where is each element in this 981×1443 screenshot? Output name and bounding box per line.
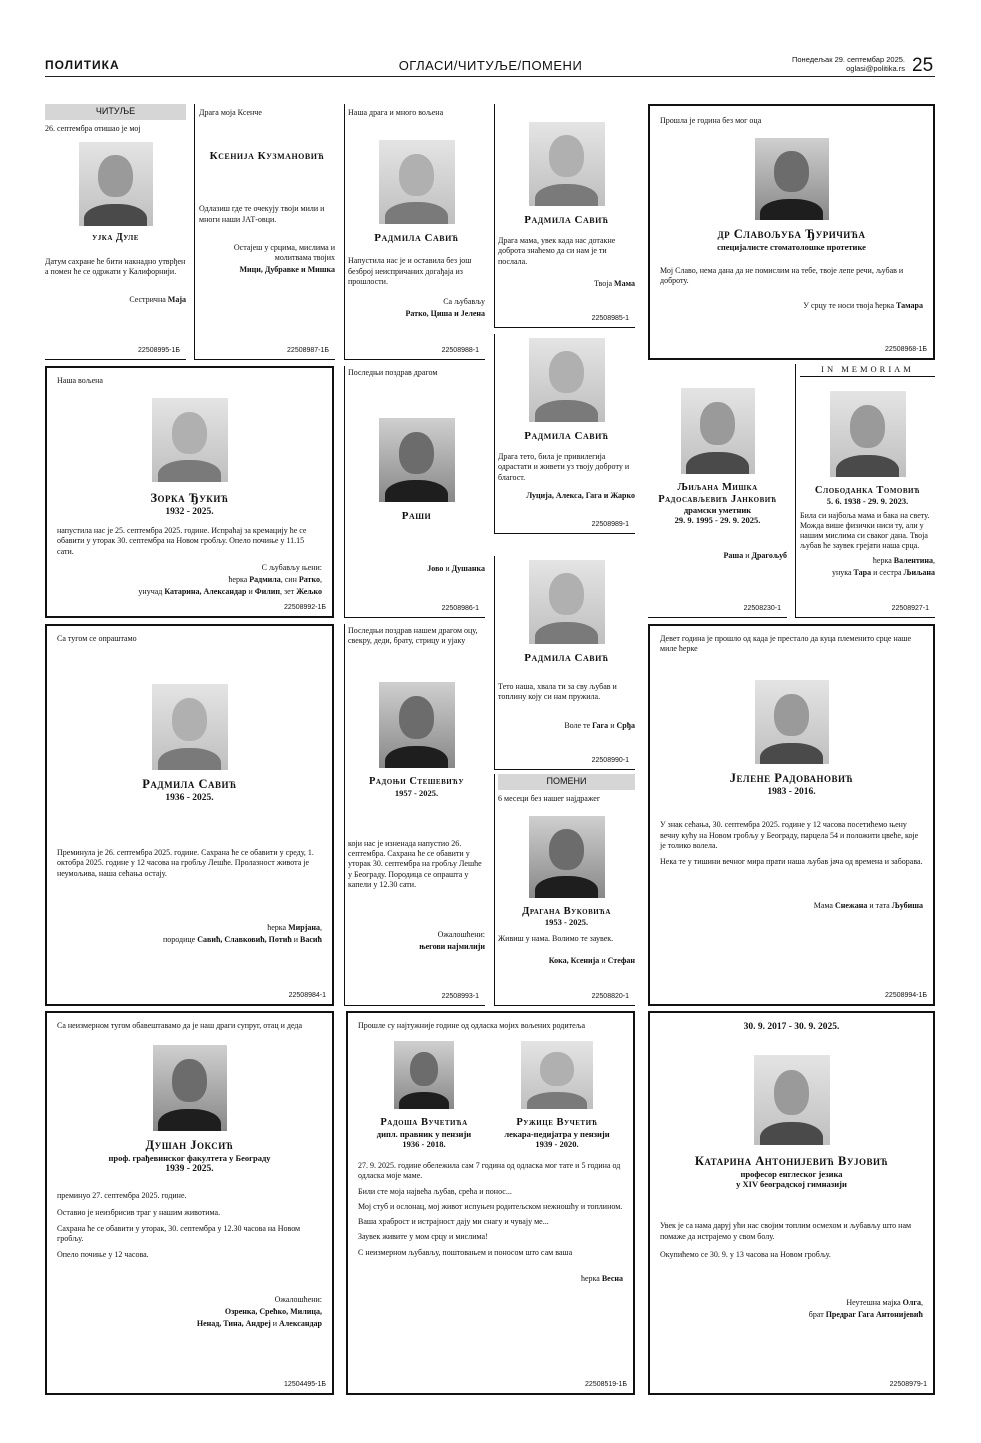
- notice-text: Датум сахране ће бити накнадно утврђен а помен ће се одржати у Калифорнији.: [45, 256, 186, 276]
- sig-text: Неутешна мајка: [846, 1297, 903, 1307]
- portrait-photo: [152, 684, 228, 770]
- life-years: 1939 - 2025.: [165, 1164, 214, 1175]
- deceased-title: проф. грађевинског факултета у Београду: [108, 1152, 271, 1163]
- notice-signature: [648, 551, 787, 561]
- deceased-name: ујка Дуле: [92, 231, 139, 243]
- page-number: 25: [912, 55, 934, 76]
- notice-text-2: Окупићемо се 30. 9. у 13 часова на Новом гробљу.: [660, 1249, 831, 1259]
- sig-text: ,: [320, 922, 322, 932]
- notice-intro: Девет година је прошло од када је престало да куца племенито срце наше миле ћерке: [660, 634, 912, 654]
- deceased-name: Радоњи Стешевићу: [369, 776, 464, 788]
- section-label-in-memoriam: IN MEMORIAM: [800, 364, 935, 377]
- sig-text: и: [270, 1318, 280, 1328]
- notice-text: Одлазиш где те очекују твоји мили и многи наши ЈАТ-овци.: [199, 204, 325, 224]
- signature-names: Јово: [427, 564, 444, 574]
- deceased-school: у XIV београдској гимназији: [736, 1179, 847, 1190]
- notice-text-6: С неизмерном љубављу, поштовањем и поносом што сам ваша: [358, 1247, 573, 1257]
- signature-names: Снежана: [834, 901, 868, 911]
- issue-info: [790, 55, 905, 74]
- notice-signature: [660, 301, 923, 311]
- portrait-photo: [379, 140, 455, 224]
- notice-text-1: У знак сећања, 30. септембра 2025. године у 12 часова посетићемо њену вечну кућу на Новом гробљу у Београду, парцела 54 и положити цвеће, које је толико волела.: [660, 820, 919, 850]
- sig-name: Филип: [254, 587, 280, 597]
- signature-line-2: [57, 1319, 322, 1329]
- signature-names: [348, 309, 485, 319]
- ad-code: 22508989-1: [591, 521, 629, 529]
- ad-code: 22508993-1: [441, 993, 479, 1001]
- signature-label: С љубављу њени:: [261, 562, 322, 572]
- sig-name: Мирјана: [288, 922, 320, 932]
- notice-ljiljana: [648, 366, 787, 618]
- notice-intro: Драга моја Ксенче: [199, 108, 262, 117]
- signature-names: Маја: [167, 295, 186, 305]
- header-rule: [45, 76, 935, 77]
- notice-text-3: Сахрана ће се обавити у уторак, 30. септембра у 12.30 часова на Новом гробљу.: [57, 1223, 301, 1244]
- notice-zorka: [45, 366, 334, 618]
- notice-ksenija: [194, 104, 335, 360]
- deceased-name: Радмила Савић: [142, 777, 237, 792]
- notice-text: Мој Славо, нема дана да не помислим на тебе, твоје лепе речи, љубав и доброту.: [660, 266, 904, 286]
- signature-line-1: [57, 575, 322, 585]
- notice-text: Тето наша, хвала ти за сву љубав и топлину коју си нам пружила.: [498, 682, 617, 702]
- signature-names: [348, 942, 485, 952]
- sig-name: Олга: [902, 1297, 921, 1307]
- portrait-photo: [529, 816, 605, 898]
- sig-name: Васић: [300, 935, 322, 945]
- sig-text: и: [291, 935, 301, 945]
- notice-intro: Са неизмерном тугом обавештавамо да је наш драги супруг, отац и деда: [57, 1021, 303, 1030]
- life-years: 1932 - 2025.: [165, 506, 214, 517]
- signature-names: Раша: [723, 551, 744, 561]
- signature-names: [199, 265, 335, 275]
- signature-line-1: [57, 923, 322, 933]
- sig-text: брат: [808, 1310, 826, 1320]
- notice-text-1: 27. 9. 2025. године обележила сам 7 година од одласка мог тате и 5 година од одласка моје маме.: [358, 1161, 621, 1181]
- notice-radmila-1: [344, 104, 485, 360]
- signature-line-2: [57, 935, 322, 945]
- ad-code: 22508927-1: [891, 605, 929, 613]
- deceased-name: Радоша Вучетића: [380, 1117, 468, 1129]
- signature-names: Весна: [601, 1273, 623, 1283]
- notice-signature: [498, 956, 635, 966]
- signature-line-2: [800, 568, 935, 578]
- sig-name: Ненад, Тина, Андреј: [196, 1318, 271, 1328]
- parent-father: [358, 1041, 490, 1149]
- signature-names: Љубиша: [891, 901, 923, 911]
- sig-name: Жељко: [296, 587, 322, 597]
- signature-label: и: [443, 564, 452, 574]
- notice-intro: Прошле су најтужније године од одласка мојих вољених родитеља: [358, 1021, 586, 1030]
- signature-names: Мама: [614, 278, 635, 288]
- notice-signature: [498, 279, 635, 289]
- sig-text: ,: [320, 575, 322, 585]
- ad-code: 22508985-1: [591, 315, 629, 323]
- signature-label: и: [608, 720, 617, 730]
- notice-text-1: Увек је са нама даруј ући нас својим топлим осмехом и љубављу што нам помаже да истрајемо у свом болу.: [660, 1221, 912, 1241]
- notice-signature: Остајеш у срцима, мислима и молитвама твојих: [233, 242, 335, 263]
- deceased-name: Зорка Ђукић: [150, 491, 229, 506]
- life-years: 1939 - 2020.: [535, 1138, 579, 1149]
- deceased-name: Јелене Радовановић: [729, 771, 854, 786]
- sig-text: ћерка: [228, 575, 250, 585]
- sig-text: ,: [933, 555, 935, 565]
- portrait-photo: [152, 398, 228, 482]
- deceased-name: Душан Јоксић: [145, 1138, 234, 1153]
- notice-djuricic: [648, 104, 935, 360]
- notice-radmila-2: [494, 104, 635, 328]
- signature-names-bold: његови најмилији: [419, 942, 485, 952]
- deceased-title: лекара-педијатра у пензији: [504, 1128, 610, 1139]
- notice-dragan: [494, 774, 635, 1006]
- deceased-name: Радмила Савић: [374, 232, 459, 245]
- memorial-dates: 30. 9. 2017 - 30. 9. 2025.: [743, 1022, 840, 1032]
- sig-text: , зет: [279, 587, 297, 597]
- sig-text: и: [246, 587, 255, 597]
- ad-code: 22508990-1: [591, 757, 629, 765]
- newspaper-logo: ПОЛИТИКА: [45, 58, 120, 72]
- notice-text: Драга мама, увек када нас дотакне доброта знаћемо да си нам је ти послала.: [498, 236, 616, 266]
- notice-text: Драга тето, била је привилегија одрастати и живети уз твоју доброту и благост.: [498, 452, 630, 482]
- portrait-photo: [681, 388, 755, 474]
- signature-names: Луција, Алекса, Гага и Жарко: [526, 490, 635, 500]
- deceased-name: др Славољуба Ђуричића: [717, 227, 866, 242]
- signature-label: и: [599, 956, 608, 966]
- portrait-photo: [379, 682, 455, 768]
- notice-rasa: [344, 366, 485, 618]
- life-years: 1936 - 2018.: [402, 1138, 446, 1149]
- notice-intro: Прошла је година без мог оца: [660, 116, 762, 125]
- sig-text: и сестра: [871, 567, 904, 577]
- sig-name: Савић, Славковић, Потић: [197, 935, 292, 945]
- sig-text: ћерка: [872, 555, 894, 565]
- portrait-photo: [379, 418, 455, 502]
- notice-text-2: Нека те у тишини вечног мира прати наша љубав јача од времена и заборава.: [660, 857, 923, 867]
- signature-line-1: [660, 1298, 923, 1308]
- signature-line-1: [800, 556, 935, 566]
- portrait-photo: [529, 338, 605, 422]
- ad-code: 22508995-1Б: [138, 347, 180, 355]
- life-years: 1936 - 2025.: [165, 792, 214, 803]
- portrait-photo: [755, 680, 829, 764]
- notice-signature: [660, 901, 923, 911]
- sig-name: Радмила: [249, 575, 281, 585]
- notice-text: Преминула је 26. септембра 2025. године. Сахрана ће се обавити у среду, 1. октобра 2025. године у 12 часова на гробљу Лешће. Пролазност живота је неумољива, наша сећања остају.: [57, 848, 314, 878]
- ad-code: 22508987-1Б: [287, 347, 329, 355]
- signature-label: Твоја: [594, 278, 613, 288]
- signature-names: Стефан: [607, 956, 635, 966]
- notice-radmila-3: [494, 334, 635, 534]
- portrait-photo: [529, 560, 605, 644]
- notice-signature: [498, 721, 635, 731]
- sig-name: Катарина, Александар: [164, 587, 247, 597]
- signature-label: ћерка: [580, 1273, 602, 1283]
- notice-signature: [348, 564, 485, 574]
- deceased-name: Катарина Антонијевић Вујовић: [694, 1154, 889, 1169]
- signature-names: Кока, Ксенија: [548, 956, 600, 966]
- portrait-photo: [754, 1055, 830, 1145]
- deceased-title: дипл. правник у пензији: [376, 1128, 472, 1139]
- sig-name: Ратко: [298, 575, 320, 585]
- section-label-pomeni: ПОМЕНИ: [498, 774, 635, 790]
- notice-radmila-4: [45, 624, 334, 1006]
- sig-name: Валентина: [893, 555, 933, 565]
- notice-text: Била си најбоља мама и бака на свету. Можда више физички ниси ту, али у нашим мислима си сваког дана. Твоја љубав ће заувек грејати наша срца.: [800, 510, 930, 551]
- deceased-name: Радмила Савић: [524, 652, 609, 664]
- portrait-photo: [394, 1041, 454, 1109]
- signature-label: Сестрична: [129, 295, 166, 305]
- notice-signature: [498, 491, 635, 501]
- notice-text-5: Заувек живите у мом срцу и мислима!: [358, 1232, 488, 1242]
- ad-code: 22508994-1Б: [885, 992, 927, 1000]
- portrait-photo: [830, 391, 906, 477]
- notice-text: који нас је изненада напустио 26. септембра. Сахрана ће се обавити у уторак 30. септембра на гробљу Лешће у Београду. Породица се опрашта у капели у 12.30 сати.: [348, 838, 482, 889]
- signature-label: Мама: [813, 901, 835, 911]
- ad-code: 22508820-1: [591, 993, 629, 1001]
- sig-name: Озренка, Срећко, Милица,: [224, 1306, 322, 1316]
- sig-text: породице: [163, 935, 198, 945]
- deceased-name: Радмила Савић: [524, 430, 609, 442]
- deceased-title: професор енглеског језика: [740, 1168, 843, 1179]
- ad-code: 22508230-1: [743, 605, 781, 613]
- signature-names-bold: Мици, Дубравке и Мишка: [239, 265, 335, 275]
- portrait-photo: [79, 142, 153, 226]
- notice-text: Живиш у нама. Волимо те заувек.: [498, 934, 614, 944]
- notice-signature: [45, 295, 186, 305]
- notice-dusan: [45, 1011, 334, 1395]
- notice-jelena: [648, 624, 935, 1006]
- deceased-name: Слободанка Томовић: [814, 484, 921, 496]
- parent-mother: [491, 1041, 623, 1149]
- notice-radonja: [344, 624, 485, 1006]
- portrait-photo: [153, 1045, 227, 1131]
- signature-line-2: [660, 1310, 923, 1320]
- signature-names: Драгољуб: [751, 551, 787, 561]
- signature-label: и тата: [867, 901, 892, 911]
- deceased-name: Ксенија Кузмановић: [209, 150, 325, 163]
- notice-text-3: Мој стуб и ослонац, мој живот испуњен родитељском нежношћу и топлином.: [358, 1201, 623, 1211]
- notice-intro: Наша вољена: [57, 376, 103, 385]
- deceased-name: Драгана Вуковића: [522, 905, 611, 917]
- life-years: 5. 6. 1938 - 29. 9. 2023.: [826, 496, 909, 507]
- notice-ujka-dule: [45, 104, 186, 360]
- ad-code: 22508986-1: [441, 605, 479, 613]
- portrait-photo: [755, 138, 829, 220]
- sig-name: Љиљана: [903, 567, 935, 577]
- notice-text-2: Оставио је неизбрисив траг у нашим животима.: [57, 1207, 221, 1217]
- signature-label: Ожалошћени:: [437, 930, 485, 940]
- life-years: 1957 - 2025.: [394, 788, 439, 799]
- signature-names: Душанка: [451, 564, 485, 574]
- deceased-name: Ружице Вучетић: [516, 1117, 598, 1129]
- ad-code: 22508968-1Б: [885, 346, 927, 354]
- signature-label: Са љубављу: [443, 297, 485, 307]
- notice-text-4: Ваша храброст и истрајност дају ми снагу и чувају ме...: [358, 1217, 549, 1227]
- contact-email[interactable]: oglasi@politika.rs: [846, 64, 905, 74]
- issue-date: Понедељак 29. септембар 2025.: [792, 55, 905, 64]
- notice-signature: [358, 1274, 623, 1284]
- notice-text-1: преминуо 27. септембра 2025. године.: [57, 1191, 187, 1201]
- signature-names: Гага: [592, 720, 609, 730]
- notice-text-4: Опело почиње у 12 часова.: [57, 1250, 149, 1260]
- deceased-name: Љиљана Мишка Радосављевић Јанковић: [658, 482, 777, 505]
- signature-label: и: [743, 551, 752, 561]
- section-title: ОГЛАСИ/ЧИТУЉЕ/ПОМЕНИ: [398, 58, 583, 73]
- notice-vucetic: [346, 1011, 635, 1395]
- notice-intro: 26. септембра отишао је мој: [45, 123, 141, 133]
- signature-line-1: [57, 1307, 322, 1317]
- deceased-title: драмски уметник: [683, 505, 752, 516]
- signature-label: У срцу те носи твоја ћерка: [803, 300, 895, 310]
- notice-radmila-5: [494, 556, 635, 770]
- sig-name: Предраг Гага Антонијевић: [825, 1310, 923, 1320]
- ad-code: 22508988-1: [441, 347, 479, 355]
- notice-text: Напустила нас је и оставила без још безброј неиспричаних догађаја из прошлости.: [348, 256, 472, 286]
- portrait-photo: [521, 1041, 593, 1109]
- signature-names: Срђа: [616, 720, 635, 730]
- signature-label: Воле те: [564, 720, 593, 730]
- sig-name: Тара: [853, 567, 872, 577]
- notice-katarina: [648, 1011, 935, 1395]
- deceased-title: специјалисте стоматолошке протетике: [717, 241, 866, 252]
- signature-names-bold: Ратко, Циша и Јелена: [405, 309, 485, 319]
- notice-intro: Последњи поздрав драгом: [348, 368, 438, 377]
- signature-names: Тамара: [896, 300, 923, 310]
- notice-text: напустила нас је 25. септембра 2025. године. Испраћај за кремацију ће се обавити у уторак 30. септембра на Новом гробљу. Опело почиње у 11.15 сати.: [57, 526, 307, 556]
- notice-intro: Наша драга и много вољена: [348, 108, 444, 117]
- portrait-photo: [529, 122, 605, 206]
- sig-text: унука: [831, 567, 854, 577]
- sig-text: ћерка: [267, 922, 289, 932]
- ad-code: 12504495-1Б: [284, 1381, 326, 1389]
- sig-text: , син: [280, 575, 299, 585]
- notice-intro: 6 месеци без нашег најдражег: [498, 793, 601, 803]
- notice-intro: Са тугом се опраштамо: [57, 634, 137, 643]
- sig-text: унучад: [138, 587, 165, 597]
- life-years: 1983 - 2016.: [767, 787, 816, 798]
- deceased-name: Радмила Савић: [524, 214, 609, 226]
- signature-line-2: [57, 587, 322, 597]
- signature-label: Ожалошћени:: [274, 1294, 322, 1304]
- sig-name: Александар: [279, 1318, 322, 1328]
- deceased-name: Раши: [401, 510, 432, 523]
- parents-row: [358, 1041, 623, 1149]
- ad-code: 22508519-1Б: [585, 1381, 627, 1389]
- section-label-chitulje: ЧИТУЉЕ: [45, 104, 186, 120]
- notice-slobodanka: [795, 364, 935, 618]
- sig-text: ,: [921, 1297, 923, 1307]
- ad-code: 22508979-1: [889, 1381, 927, 1389]
- life-years: 1953 - 2025.: [544, 917, 589, 928]
- ad-code: 22508984-1: [288, 992, 326, 1000]
- notice-text-2: Били сте моја највећа љубав, срећа и понос...: [358, 1186, 512, 1196]
- notice-intro: Последњи поздрав нашем драгом оцу, свекру, деди, брату, стрицу и ујаку: [348, 626, 478, 646]
- life-years: 29. 9. 1995 - 29. 9. 2025.: [674, 515, 761, 526]
- ad-code: 22508992-1Б: [284, 604, 326, 612]
